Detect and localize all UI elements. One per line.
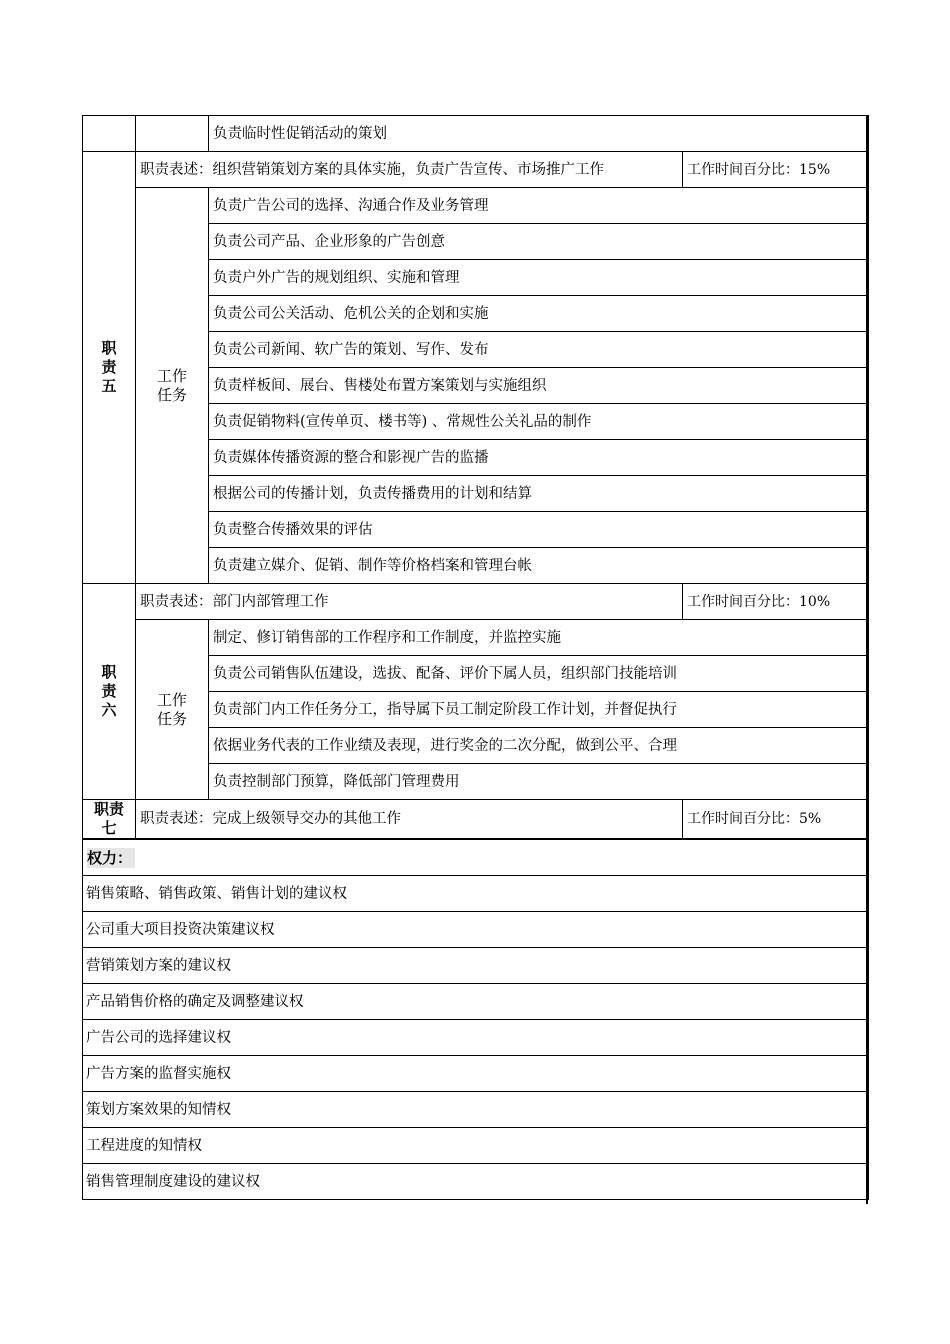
duty5-task: 负责整合传播效果的评估	[209, 512, 869, 548]
duty6-task: 制定、修订销售部的工作程序和工作制度，并监控实施	[209, 620, 869, 656]
list-item	[83, 1020, 869, 1056]
power-item: 策划方案效果的知情权	[83, 1092, 869, 1128]
duty5-task-label: 工作 任务	[136, 188, 209, 584]
list-item	[83, 912, 869, 948]
duty6-task: 负责部门内工作任务分工，指导属下员工制定阶段工作计划，并督促执行	[209, 692, 869, 728]
duty5-task: 负责公司新闻、软广告的策划、写作、发布	[209, 332, 869, 368]
duty7-statement: 职责表述：完成上级领导交办的其他工作	[136, 800, 683, 840]
duty5-task: 负责样板间、展台、售楼处布置方案策划与实施组织	[209, 368, 869, 404]
duty6-statement: 职责表述：部门内部管理工作	[136, 584, 683, 620]
table-row	[83, 620, 869, 656]
duty5-task: 负责媒体传播资源的整合和影视广告的监播	[209, 440, 869, 476]
duty6-task: 依据业务代表的工作业绩及表现，进行奖金的二次分配，做到公平、合理	[209, 728, 869, 764]
list-item	[83, 876, 869, 912]
empty-task-cell	[136, 116, 209, 152]
list-item	[83, 1092, 869, 1128]
list-item	[83, 1128, 869, 1164]
task-text: 负责临时性促销活动的策划	[209, 116, 869, 152]
power-item: 销售管理制度建设的建议权	[83, 1164, 869, 1200]
duty-table	[82, 115, 869, 1200]
duty6-time-pct: 工作时间百分比：10%	[683, 584, 869, 620]
list-item	[83, 1164, 869, 1200]
duty5-statement-row	[83, 152, 869, 188]
table-row	[83, 188, 869, 224]
list-item	[83, 984, 869, 1020]
duty6-task: 负责公司销售队伍建设，选拔、配备、评价下属人员，组织部门技能培训	[209, 656, 869, 692]
duty5-statement: 职责表述：组织营销策划方案的具体实施，负责广告宣传、市场推广工作	[136, 152, 683, 188]
duty5-label: 职 责 五	[83, 152, 136, 584]
duty-table-sheet	[82, 115, 868, 1200]
duty7-label: 职责 七	[83, 800, 136, 840]
power-item: 公司重大项目投资决策建议权	[83, 912, 869, 948]
duty5-task: 负责广告公司的选择、沟通合作及业务管理	[209, 188, 869, 224]
list-item	[83, 948, 869, 984]
duty6-task-label: 工作 任务	[136, 620, 209, 800]
power-item: 广告方案的监督实施权	[83, 1056, 869, 1092]
power-item: 销售策略、销售政策、销售计划的建议权	[83, 876, 869, 912]
power-item: 产品销售价格的确定及调整建议权	[83, 984, 869, 1020]
duty5-task: 负责公司公关活动、危机公关的企划和实施	[209, 296, 869, 332]
continuation-row	[83, 116, 869, 152]
duty6-label: 职 责 六	[83, 584, 136, 800]
duty5-task: 根据公司的传播计划，负责传播费用的计划和结算	[209, 476, 869, 512]
duty5-task: 负责建立媒介、促销、制作等价格档案和管理台帐	[209, 548, 869, 584]
duty7-statement-row	[83, 800, 869, 840]
power-item: 工程进度的知情权	[83, 1128, 869, 1164]
duty5-task: 负责公司产品、企业形象的广告创意	[209, 224, 869, 260]
duty6-task: 负责控制部门预算，降低部门管理费用	[209, 764, 869, 800]
duty5-task: 负责促销物料(宣传单页、楼书等) 、常规性公关礼品的制作	[209, 404, 869, 440]
duty7-time-pct: 工作时间百分比：5%	[683, 800, 869, 840]
power-item: 广告公司的选择建议权	[83, 1020, 869, 1056]
duty5-task: 负责户外广告的规划组织、实施和管理	[209, 260, 869, 296]
powers-heading-row	[83, 839, 869, 876]
powers-heading-text: 权力：	[87, 848, 135, 868]
power-item: 营销策划方案的建议权	[83, 948, 869, 984]
list-item	[83, 1056, 869, 1092]
duty5-time-pct: 工作时间百分比：15%	[683, 152, 869, 188]
duty6-statement-row	[83, 584, 869, 620]
empty-duty-cell	[83, 116, 136, 152]
powers-heading	[83, 839, 869, 876]
